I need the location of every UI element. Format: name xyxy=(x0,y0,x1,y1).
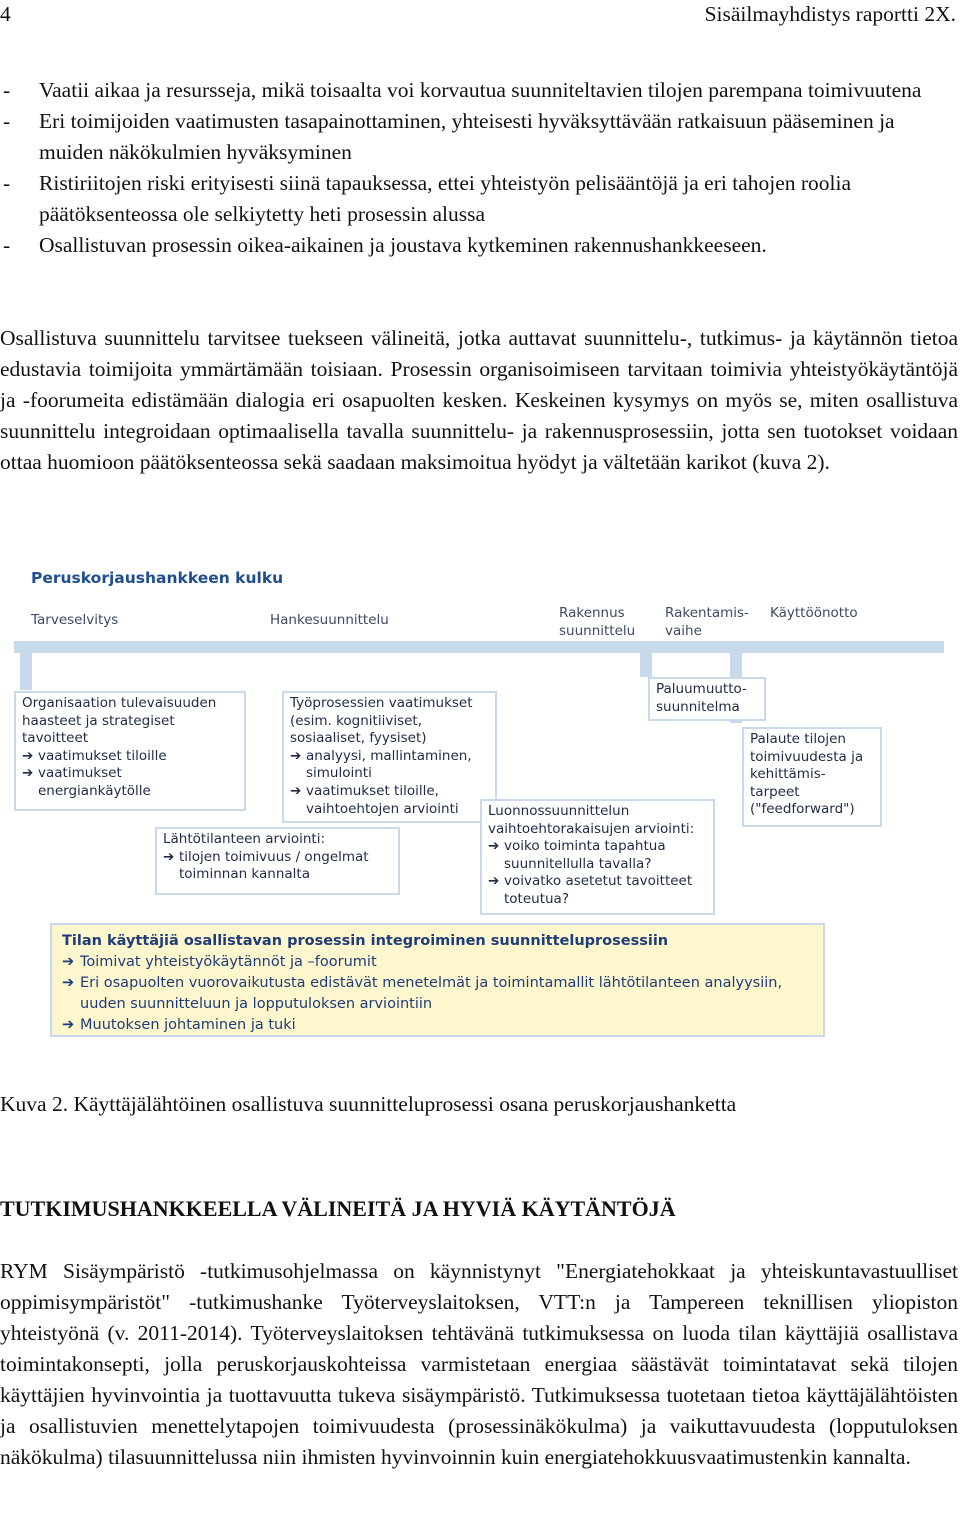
box-draft-evaluation: Luonnossuunnittelun vaihtoehtorakaisujen arviointi: ➔ voiko toiminta tapahtua suunnitellulla tavalla? ➔ voivatko asetetut tavoitteet toteutua? xyxy=(480,799,715,915)
arrow-icon: ➔ xyxy=(62,1017,75,1033)
arrow-icon: ➔ xyxy=(22,765,34,782)
page-number: 4 xyxy=(0,2,11,26)
list-item: - Eri toimijoiden vaatimusten tasapainottaminen, yhteisesti hyväksyttävään ratkaisuun pääseminen ja muiden näkökulmien hyväksyminen xyxy=(3,109,895,164)
process-figure xyxy=(0,555,960,1045)
arrow-icon: ➔ xyxy=(290,782,302,799)
section-heading: TUTKIMUSHANKKEELLA VÄLINEITÄ JA HYVIÄ KÄYTÄNTÖJÄ xyxy=(0,1196,676,1221)
arrow-icon: ➔ xyxy=(290,747,302,764)
connector xyxy=(20,653,32,690)
phase-label: Tarveselvitys xyxy=(31,612,119,628)
box-move-back-plan: Paluumuutto-suunnitelma xyxy=(648,677,766,721)
running-title: Sisäilmayhdistys raportti 2X. xyxy=(704,2,956,26)
box-initial-assessment: Lähtötilanteen arviointi: ➔ tilojen toimivuus / ongelmat toiminnan kannalta xyxy=(155,827,400,895)
timeline-bar xyxy=(14,641,944,653)
list-item: - Osallistuvan prosessin oikea-aikainen ja joustava kytkeminen rakennushankkeeseen. xyxy=(3,233,767,257)
paragraph: Osallistuva suunnittelu tarvitsee tuekseen välineitä, jotka auttavat suunnittelu-, tutkimus- ja käytännön tietoa edustavia toimijoita ymmärtämään toisiaan. Prosessin organisoimiseen tarvitaan toimivia yhteistyökäytäntöjä ja -foorumeita edistämään dialogia eri osapuolten kesken. Keskeinen kysymys on myös se, miten osallistuva suunnittelu integroidaan optimaalisella tavalla suunnittelu- ja rakennusprosessiin, jotta sen tuotokset voidaan ottaa huomioon päätöksenteossa sekä saadaan maksimoitua hyödyt ja vältetään karikot (kuva 2). xyxy=(0,326,958,474)
box-work-processes: Työprosessien vaatimukset (esim. kognitiiviset, sosiaaliset, fyysiset) ➔ analyysi, mallintaminen, simulointi ➔ vaatimukset tiloille, vaihtoehtojen arviointi xyxy=(282,691,497,823)
arrow-icon: ➔ xyxy=(62,954,75,970)
paragraph: RYM Sisäympäristö -tutkimusohjelmassa on käynnistynyt "Energiatehokkaat ja yhteiskuntavastuulliset oppimisympäristöt" -tutkimushanke Työterveyslaitoksen, VTT:n ja Tampereen teknillisen yliopiston yhteistyönä (v. 2011-2014). Työterveyslaitoksen tehtävänä tutkimuksessa on luoda tilan käyttäjiä osallistava toimintakonsepti, jolla peruskorjauskohteissa varmistetaan energiaa säästävät toimintatavat sekä tilojen käyttäjien hyvinvointia ja tuottavuutta tukeva sisäympäristö. Tutkimuksessa tuotetaan tietoa käyttäjälähtöisten ja osallistuvien menettelytapojen toimivuudesta (prosessinäkökulma) ja vaikuttavuudesta (lopputuloksen näkökulma) tilasuunnittelussa niin ihmisten hyvinvoinnin kuin energiatehokkuusvaatimustenkin kannalta. xyxy=(0,1259,958,1469)
arrow-icon: ➔ xyxy=(62,975,75,991)
phase-label: Hankesuunnittelu xyxy=(270,612,389,628)
list-item: - Ristiriitojen riski erityisesti siinä tapauksessa, ettei yhteistyön pelisääntöjä ja eri tahojen roolia päätöksenteossa ole selkiytetty heti prosessin alussa xyxy=(3,171,852,226)
list-item: - Vaatii aikaa ja resursseja, mikä toisaalta voi korvautua suunniteltavien tilojen parempana toimivuutena xyxy=(3,78,922,102)
figure-caption: Kuva 2. Käyttäjälähtöinen osallistuva suunnitteluprosessi osana peruskorjaushanketta xyxy=(0,1092,737,1116)
box-needs: Organisaation tulevaisuuden haasteet ja strategiset tavoitteet ➔ vaatimukset tiloille ➔ vaatimukset energiankäytölle xyxy=(14,691,246,811)
phase-label: Rakentamis- vaihe xyxy=(665,605,749,639)
phase-label: Käyttöönotto xyxy=(770,605,858,621)
integration-box: Tilan käyttäjiä osallistavan prosessin integroiminen suunnitteluprosessiin ➔ Toimivat yhteistyökäytännöt ja –foorumit ➔ Eri osapuolten vuorovaikutusta edistävät menetelmät ja toimintamallit lähtötilanteen analyysiin, uuden suunnitteluun ja lopputuloksen arviointiin ➔ Muutoksen johtaminen ja tuki xyxy=(50,923,825,1037)
bullet-list xyxy=(0,75,960,261)
figure-title: Peruskorjaushankkeen kulku xyxy=(31,569,284,587)
arrow-icon: ➔ xyxy=(488,838,500,855)
arrow-icon: ➔ xyxy=(22,747,34,764)
arrow-icon: ➔ xyxy=(488,873,500,890)
phase-label: Rakennus suunnittelu xyxy=(559,605,636,639)
connector xyxy=(640,653,652,677)
box-feedback: Palaute tilojen toimivuudesta ja kehittämis-tarpeet ("feedforward") xyxy=(742,727,882,827)
arrow-icon: ➔ xyxy=(163,848,175,865)
